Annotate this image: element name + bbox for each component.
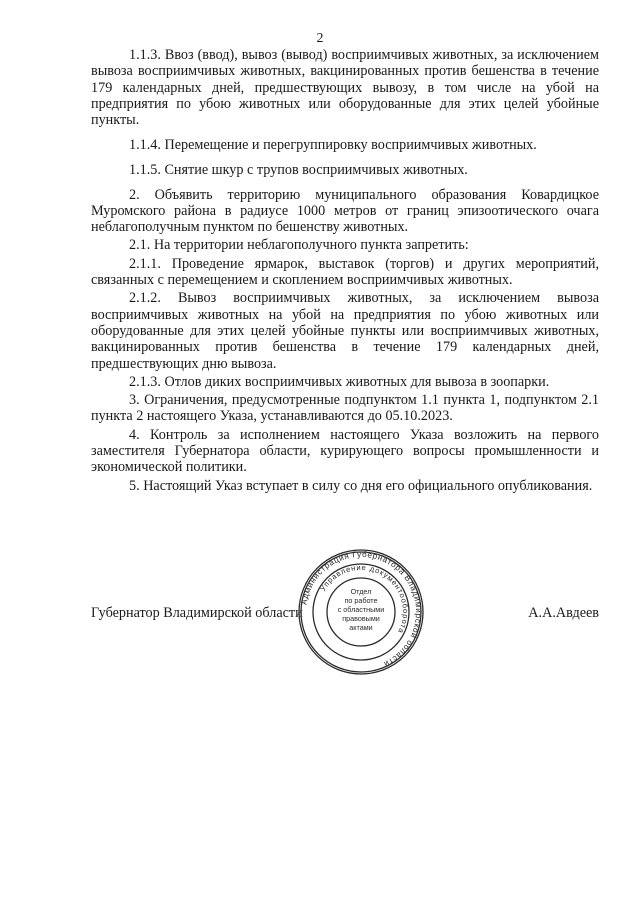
stamp-seal-icon (297, 548, 425, 676)
paragraph-2: 2. Объявить территорию муниципального образования Ковардицкое Муромского района в радиусе 1000 метров от границ эпизоотического очага неблагополучным пунктом по бешенству животных. (91, 186, 599, 236)
paragraph-1-1-3: 1.1.3. Ввоз (ввод), вывоз (вывод) восприимчивых животных, за исключением вывоза восприимчивых животных, вакцинированных против бешенства в течение 179 календарных дней, предшествующих вывозу, в том числе на убой на предприятия по убою животных или оборудованные для этих целей убойные пункты. (91, 47, 599, 129)
stamp-center-line: актами (349, 623, 373, 632)
paragraph-3: 3. Ограничения, предусмотренные подпунктом 1.1 пункта 1, подпунктом 2.1 пункта 2 настоящего Указа, устанавливаются до 05.10.2023. (91, 392, 599, 425)
paragraph-5: 5. Настоящий Указ вступает в силу со дня его официального опубликования. (129, 477, 593, 494)
paragraph-2-1: 2.1. На территории неблагополучного пункта запретить: (129, 237, 469, 254)
paragraph-2-1-1: 2.1.1. Проведение ярмарок, выставок (торгов) и других мероприятий, связанных с перемещением и скоплением восприимчивых животных. (91, 255, 599, 289)
paragraph-2-1-2: 2.1.2. Вывоз восприимчивых животных, за исключением вывоза восприимчивых животных на убой на предприятия по убою животных или оборудованные для этих целей убойные пункты или восприимчивых животных, вакцинированных против бешенства в течение 179 календарных дней, предшествующих дню вывоза. (91, 290, 599, 372)
official-stamp (297, 548, 425, 676)
paragraph-1-1-4: 1.1.4. Перемещение и перегруппировку восприимчивых животных. (129, 136, 537, 153)
paragraph-2-1-3: 2.1.3. Отлов диких восприимчивых животных для вывоза в зоопарки. (129, 373, 550, 390)
page-number: 2 (316, 31, 324, 46)
stamp-middle-text: Управление документооборота (318, 562, 411, 636)
stamp-center-line: Отдел (350, 587, 372, 596)
paragraph-1-1-5: 1.1.5. Снятие шкур с трупов восприимчивых животных. (129, 161, 468, 178)
document-body (91, 47, 599, 496)
signatory-title: Губернатор Владимирской области (91, 605, 303, 621)
signatory-name: А.А.Авдеев (528, 605, 599, 621)
stamp-outer-text: Администрация Губернатора Владимирской области (299, 549, 424, 669)
stamp-center-text (338, 587, 385, 632)
paragraph-4: 4. Контроль за исполнением настоящего Указа возложить на первого заместителя Губернатора области, курирующего вопросы промышленности и экономической политики. (91, 426, 599, 476)
stamp-center-line: с областными (337, 605, 385, 614)
stamp-center-line: правовыми (342, 614, 380, 623)
stamp-center-line: по работе (344, 596, 378, 605)
